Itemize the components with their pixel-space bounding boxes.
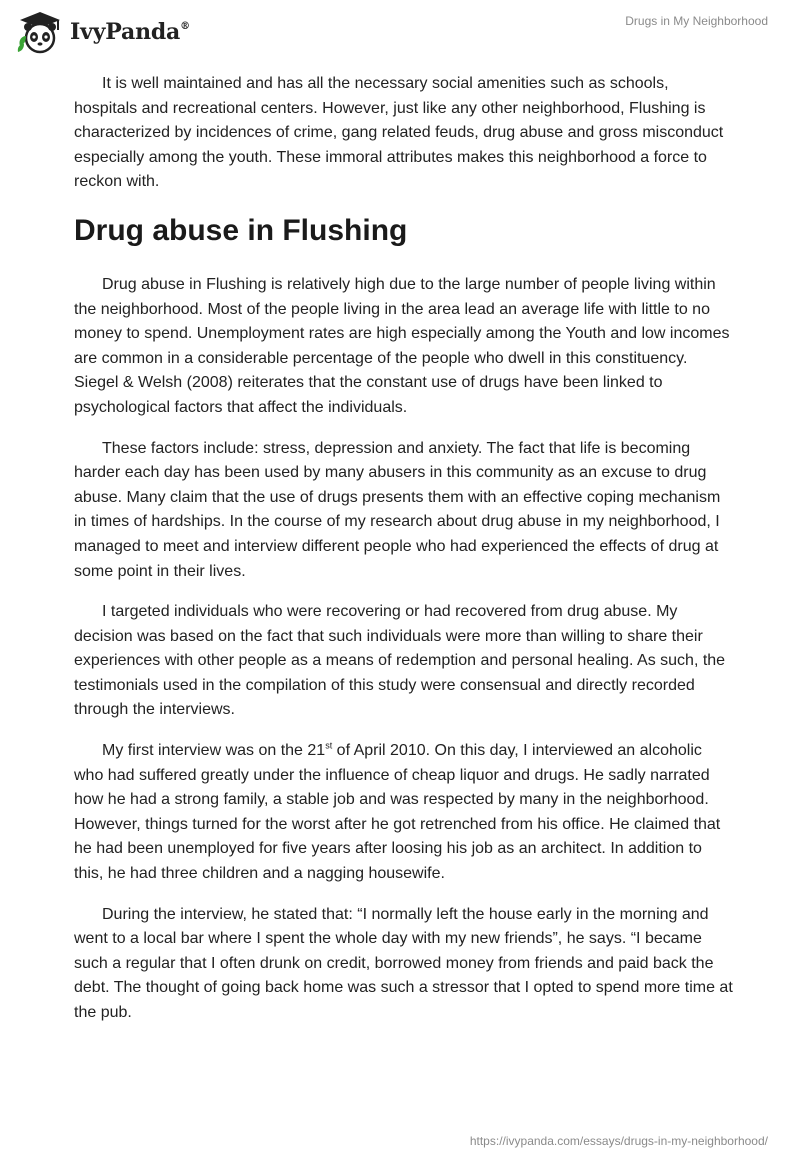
essay-body bbox=[74, 72, 734, 1042]
paragraph-2: These factors include: stress, depression and anxiety. The fact that life is becoming harder each day has been used by many abusers in this community as an excuse to drug abuse. Many claim that the use of drugs presents them with an effective coping mechanism in times of hardships. In the course of my research about drug abuse in my neighborhood, I managed to meet and interview different people who had experienced the effects of drug at some point in their lives. bbox=[74, 439, 721, 580]
paragraph-4-rest: of April 2010. On this day, I interviewed an alcoholic who had suffered greatly under the influence of cheap liquor and drugs. He sadly narrated how he had a strong family, a stable job and was respected by many in the neighborhood. However, things turned for the worst after he got retrenched from his office. He claimed that he had been unemployed for five years after loosing his job as an architect. In addition to this, he had three children and a nagging housewife. bbox=[74, 742, 721, 883]
page-header bbox=[0, 0, 800, 64]
paragraph-1: Drug abuse in Flushing is relatively high due to the large number of people living within the neighborhood. Most of the people living in the area lead an average life with little to no money to spend. Unemployment rates are high especially among the Youth and low incomes are common in a considerable percentage of the people who dwell in this constituency. Siegel & Welsh (2008) reiterates that the constant use of drugs have been linked to psychological factors that affect the individuals. bbox=[74, 275, 730, 416]
paragraph-intro: It is well maintained and has all the necessary social amenities such as schools, hospitals and recreational centers. However, just like any other neighborhood, Flushing is characterized by incidences of crime, gang related feuds, drug abuse and gross misconduct especially among the youth. These immoral attributes makes this neighborhood a force to reckon with. bbox=[74, 75, 724, 191]
section-heading: Drug abuse in Flushing bbox=[74, 213, 408, 247]
paragraph-5: During the interview, he stated that: “I normally left the house early in the morning and went to a local bar where I spent the whole day with my new friends”, he says. “I became such a regular that I often drunk on credit, borrowed money from friends and paid back the debt. The thought of going back home was such a stressor that I opted to spend more time at the pub. bbox=[74, 905, 733, 1021]
paragraph-4 bbox=[74, 739, 734, 887]
source-url[interactable]: https://ivypanda.com/essays/drugs-in-my-neighborhood/ bbox=[469, 1134, 768, 1148]
brand-name: IvyPanda® bbox=[70, 19, 190, 45]
document-title: Drugs in My Neighborhood bbox=[625, 14, 768, 28]
ordinal-suffix: st bbox=[325, 740, 333, 751]
panda-mascot-icon bbox=[16, 10, 64, 54]
paragraph-4-start: My first interview was on the 21 bbox=[102, 742, 326, 760]
paragraph-3: I targeted individuals who were recovering or had recovered from drug abuse. My decision was based on the fact that such individuals were more than willing to share their experiences with other people as a means of redemption and personal healing. As such, the testimonials used in the compilation of this study were consensual and directly recorded through the interviews. bbox=[74, 603, 726, 719]
brand-logo[interactable] bbox=[16, 10, 190, 54]
